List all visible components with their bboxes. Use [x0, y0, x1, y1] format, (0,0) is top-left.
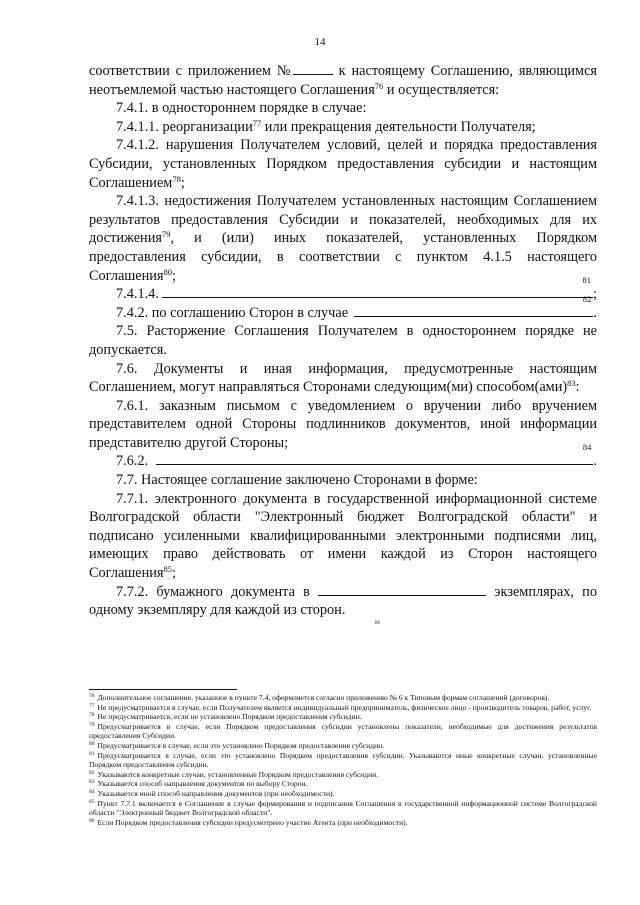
- clause-7-4-1: 7.4.1. в одностороннем порядке в случае:: [116, 100, 367, 117]
- clause-7-7: 7.7. Настоящее соглашение заключено Сторонами в форме:: [116, 472, 478, 489]
- text: 7.4.1.1. реорганизации: [116, 118, 253, 135]
- footnote-number: 76: [89, 693, 95, 699]
- footnote: [89, 779, 597, 789]
- clause-7-6: [89, 360, 597, 397]
- footnote-number: 78: [89, 712, 95, 719]
- text: или прекращения деятельности Получателя;: [264, 118, 536, 135]
- text: :: [575, 379, 580, 396]
- text: 7.4.1.4.: [116, 286, 159, 303]
- agreement-body: [89, 62, 597, 629]
- clause-7-4-1-2: [89, 136, 597, 192]
- field-hint-text: [375, 616, 380, 635]
- clause-7-6-2: [89, 442, 597, 471]
- text: и осуществляется:: [386, 81, 500, 98]
- footnote-ref: 79: [161, 229, 171, 240]
- footnote: [89, 741, 597, 751]
- footnote: [89, 751, 597, 770]
- footnote: [89, 799, 597, 818]
- text: 7.4.2. по соглашению Сторон в случае: [116, 304, 349, 321]
- footnote-number: 83: [89, 779, 95, 786]
- text: 7.4.1.3. недостижения Получателем установленных настоящим Соглашением результатов предоставления Субсидии и показателей, необходимых для их достижения: [89, 193, 597, 247]
- text: 7.4.1.2. нарушения Получателем условий, целей и порядка предоставления Субсидии, установленных Порядком предоставления субсидии и настоящим Соглашением: [89, 137, 597, 191]
- text: 7.7.1. электронного документа в государственной информационной системе Волгоградской области "Электронный бюджет Волгоградской области" и подписано усиленными квалифицированными электронными подписями лиц, имеющих право действовать от имени каждой из Сторон настоящего Соглашения: [89, 490, 597, 582]
- footnote-number: 82: [89, 769, 95, 776]
- blank-field: [293, 62, 333, 75]
- footnote-ref: 77: [252, 117, 262, 128]
- paragraph-continuation: [89, 62, 597, 99]
- footnote-number: 85: [89, 798, 95, 805]
- footnote-text: Предусматривается в случае, если это установлено Порядком предоставления субсидии. Указываются иные конкретные случаи, установленные Порядком предоставления субсидии.: [89, 750, 597, 770]
- footnote-text: Указываются конкретные случаи, установленные Порядком предоставления субсидии.: [97, 769, 379, 779]
- footnote-number: 81: [89, 750, 95, 757]
- footnote: [89, 789, 597, 799]
- footnote-ref: 86: [375, 620, 380, 626]
- footnote-number: 79: [89, 721, 95, 728]
- clause-7-6-1: 7.6.1. заказным письмом с уведомлением о вручении либо вручением представителем одной Стороны подлинников документов, иной информации представителю другой Стороны;: [89, 397, 597, 451]
- text: ;: [172, 267, 177, 284]
- footnote-text: Если Порядком предоставления субсидии предусмотрено участие Агента (при необходимости).: [97, 817, 408, 827]
- text: .: [593, 304, 597, 321]
- text: соответствии с приложением №: [89, 63, 293, 79]
- text: , и (или) иных показателей, установленных Порядком предоставления субсидии, в соответствии с пунктом 4.1.5 настоящего Соглашения: [89, 230, 597, 284]
- footnote-text: Указывается способ направления документов по выбору Сторон.: [97, 779, 308, 789]
- footnote: [89, 693, 597, 703]
- footnote-ref: 85: [163, 564, 173, 575]
- page-number: 14: [314, 36, 326, 48]
- clause-7-5: 7.5. Расторжение Соглашения Получателем в одностороннем порядке не допускается.: [89, 323, 597, 358]
- footnote-ref: 76: [374, 80, 384, 91]
- text: к настоящему Соглашению, являющимся неотъемлемой частью настоящего Соглашения: [89, 63, 597, 98]
- text: 7.7.2. бумажного документа в: [116, 583, 310, 600]
- footnote-separator: [89, 689, 237, 690]
- text: 7.6. Документы и иная информация, предусмотренные настоящим Соглашением, могут направляться Сторонами следующим(ми) способом(ами): [89, 360, 597, 396]
- footnote-number: 84: [89, 788, 95, 795]
- footnote-ref: 83: [567, 378, 576, 389]
- footnote-number: 86: [89, 817, 95, 824]
- footnote-number: 77: [89, 702, 95, 709]
- blank-field: 84: [156, 452, 593, 465]
- clause-7-4-1-1: [89, 118, 597, 137]
- footnote-number: 80: [89, 740, 95, 747]
- footnotes: [89, 693, 597, 827]
- clause-7-7-1: [89, 490, 597, 583]
- footnote-text: Предусматривается в случае, если Порядком предоставления субсидии установлены показатели, необходимые для достижения результатов предоставления Субсидии.: [89, 721, 597, 741]
- footnote-ref: 80: [163, 266, 173, 277]
- text: ;: [593, 286, 597, 303]
- text: ;: [180, 174, 185, 191]
- blank-field: [318, 583, 486, 596]
- footnote: [89, 770, 597, 780]
- clause-7-4-1-4: [89, 275, 597, 304]
- field-hint: [89, 620, 597, 629]
- text: ;: [172, 565, 177, 582]
- text: 7.6.2.: [116, 453, 149, 470]
- clause-7-7-2-line: [89, 583, 597, 620]
- footnote-text: Пункт 7.7.1 включается в Соглашение в случае формирования и подписания Соглашения в государственной информационной системе Волгоградской области "Электронный бюджет Волгоградской области".: [89, 798, 597, 818]
- footnote-text: Дополнительное соглашение, указанное в пункте 7.4, оформляется согласно приложению № 6 к Типовым формам соглашений (договоров).: [97, 693, 550, 702]
- blank-field: 82: [354, 304, 593, 317]
- footnote-text: Указывается иной способ направления документов (при необходимости).: [97, 788, 335, 798]
- clause-7-4-1-3: [89, 192, 597, 285]
- footnote-ref: 78: [172, 173, 181, 184]
- text: экземплярах, по одному экземпляру для каждой из сторон.: [89, 583, 597, 619]
- footnote: [89, 703, 597, 713]
- footnote: [89, 818, 597, 828]
- footnote: [89, 722, 597, 741]
- footnote: [89, 712, 597, 722]
- footnote-text: Предусматривается в случае, если это установлено Порядком предоставления субсидии.: [97, 740, 385, 750]
- footnote-text: Не предусматривается в случае, если Получателем является индивидуальный предприниматель, физическое лицо - производитель товаров, работ, услуг.: [97, 702, 592, 712]
- footnote-text: Не предусматривается, если не установлено Порядком предоставления субсидии.: [97, 712, 362, 722]
- text: .: [593, 453, 597, 470]
- blank-field: 81: [162, 285, 593, 298]
